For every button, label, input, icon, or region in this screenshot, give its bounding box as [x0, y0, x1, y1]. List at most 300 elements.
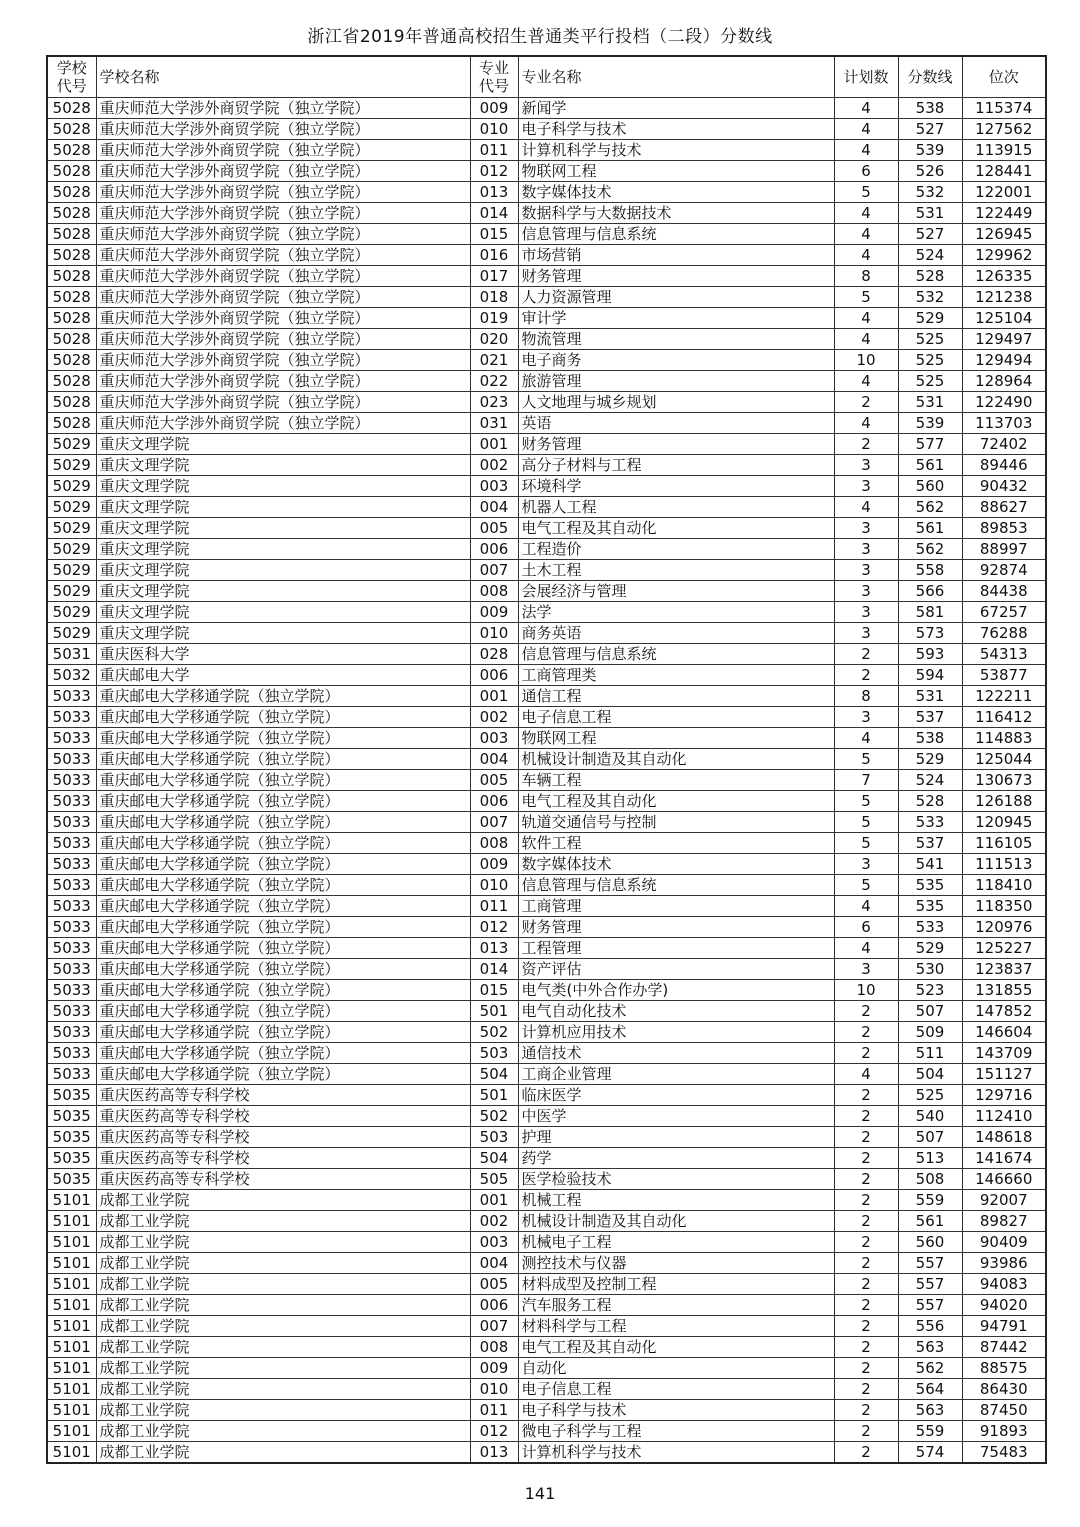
cell-plan: 4: [834, 140, 898, 161]
table-row: [47, 539, 1046, 560]
cell-school-code: 5029: [47, 476, 96, 497]
cell-major-code: 004: [470, 1253, 518, 1274]
cell-school-name: 重庆邮电大学移通学院（独立学院）: [96, 1022, 470, 1043]
cell-school-code: 5033: [47, 1064, 96, 1085]
cell-major-code: 031: [470, 413, 518, 434]
cell-major-code: 503: [470, 1043, 518, 1064]
cell-major-code: 503: [470, 1127, 518, 1148]
cell-rank: 118410: [962, 875, 1046, 896]
cell-school-name: 重庆师范大学涉外商贸学院（独立学院）: [96, 140, 470, 161]
cell-rank: 116412: [962, 707, 1046, 728]
cell-major-code: 501: [470, 1001, 518, 1022]
cell-major-code: 003: [470, 1232, 518, 1253]
cell-school-code: 5033: [47, 980, 96, 1001]
table-row: [47, 602, 1046, 623]
cell-school-name: 成都工业学院: [96, 1379, 470, 1400]
table-row: [47, 1358, 1046, 1379]
cell-score: 507: [898, 1001, 962, 1022]
cell-score: 508: [898, 1169, 962, 1190]
admission-score-table: [46, 55, 1047, 1464]
cell-major-name: 软件工程: [518, 833, 834, 854]
table-row: [47, 119, 1046, 140]
cell-score: 532: [898, 287, 962, 308]
cell-major-name: 工商企业管理: [518, 1064, 834, 1085]
cell-major-name: 中医学: [518, 1106, 834, 1127]
cell-rank: 90432: [962, 476, 1046, 497]
cell-school-code: 5028: [47, 224, 96, 245]
cell-major-name: 工程管理: [518, 938, 834, 959]
cell-plan: 3: [834, 455, 898, 476]
cell-score: 594: [898, 665, 962, 686]
cell-plan: 3: [834, 623, 898, 644]
cell-plan: 2: [834, 1085, 898, 1106]
cell-plan: 4: [834, 308, 898, 329]
cell-school-code: 5033: [47, 1043, 96, 1064]
cell-score: 574: [898, 1442, 962, 1464]
cell-major-name: 电气类(中外合作办学): [518, 980, 834, 1001]
cell-school-name: 重庆文理学院: [96, 539, 470, 560]
cell-school-code: 5033: [47, 959, 96, 980]
cell-school-name: 重庆医科大学: [96, 644, 470, 665]
cell-score: 533: [898, 812, 962, 833]
cell-rank: 126335: [962, 266, 1046, 287]
cell-rank: 118350: [962, 896, 1046, 917]
table-row: [47, 1064, 1046, 1085]
cell-school-code: 5028: [47, 119, 96, 140]
cell-school-code: 5101: [47, 1316, 96, 1337]
table-row: [47, 1379, 1046, 1400]
cell-school-name: 重庆医药高等专科学校: [96, 1169, 470, 1190]
table-row: [47, 518, 1046, 539]
table-row: [47, 707, 1046, 728]
cell-school-code: 5029: [47, 623, 96, 644]
cell-rank: 129497: [962, 329, 1046, 350]
cell-major-name: 临床医学: [518, 1085, 834, 1106]
cell-major-name: 电子科学与技术: [518, 119, 834, 140]
cell-rank: 120945: [962, 812, 1046, 833]
table-row: [47, 1421, 1046, 1442]
cell-major-code: 019: [470, 308, 518, 329]
cell-rank: 129962: [962, 245, 1046, 266]
cell-school-code: 5033: [47, 1001, 96, 1022]
cell-major-code: 003: [470, 476, 518, 497]
cell-score: 557: [898, 1253, 962, 1274]
table-header-row: [47, 56, 1046, 98]
cell-school-code: 5101: [47, 1421, 96, 1442]
cell-school-name: 重庆邮电大学移通学院（独立学院）: [96, 917, 470, 938]
cell-plan: 4: [834, 938, 898, 959]
cell-major-name: 计算机科学与技术: [518, 1442, 834, 1464]
cell-school-code: 5028: [47, 161, 96, 182]
cell-major-code: 020: [470, 329, 518, 350]
cell-plan: 2: [834, 1190, 898, 1211]
header-major-code: 专业代号: [470, 56, 518, 98]
cell-plan: 2: [834, 434, 898, 455]
cell-plan: 2: [834, 1442, 898, 1464]
table-row: [47, 287, 1046, 308]
table-row: [47, 1001, 1046, 1022]
table-row: [47, 1190, 1046, 1211]
table-row: [47, 854, 1046, 875]
cell-rank: 122490: [962, 392, 1046, 413]
cell-rank: 88627: [962, 497, 1046, 518]
cell-plan: 4: [834, 497, 898, 518]
cell-major-name: 护理: [518, 1127, 834, 1148]
cell-major-code: 001: [470, 434, 518, 455]
cell-major-code: 005: [470, 518, 518, 539]
cell-rank: 67257: [962, 602, 1046, 623]
cell-plan: 2: [834, 392, 898, 413]
cell-school-code: 5033: [47, 854, 96, 875]
cell-score: 529: [898, 308, 962, 329]
table-row: [47, 833, 1046, 854]
cell-school-name: 重庆师范大学涉外商贸学院（独立学院）: [96, 266, 470, 287]
cell-school-code: 5101: [47, 1379, 96, 1400]
cell-rank: 122211: [962, 686, 1046, 707]
cell-major-name: 自动化: [518, 1358, 834, 1379]
cell-major-code: 004: [470, 749, 518, 770]
cell-school-name: 成都工业学院: [96, 1442, 470, 1464]
cell-score: 562: [898, 1358, 962, 1379]
cell-school-code: 5029: [47, 455, 96, 476]
cell-score: 557: [898, 1295, 962, 1316]
cell-school-name: 成都工业学院: [96, 1400, 470, 1421]
header-major-name: 专业名称: [518, 56, 834, 98]
table-row: [47, 1127, 1046, 1148]
cell-rank: 90409: [962, 1232, 1046, 1253]
cell-school-code: 5033: [47, 1022, 96, 1043]
cell-major-name: 微电子科学与工程: [518, 1421, 834, 1442]
cell-major-name: 数据科学与大数据技术: [518, 203, 834, 224]
cell-major-name: 轨道交通信号与控制: [518, 812, 834, 833]
cell-major-name: 机械工程: [518, 1190, 834, 1211]
cell-major-name: 会展经济与管理: [518, 581, 834, 602]
cell-major-code: 501: [470, 1085, 518, 1106]
cell-major-code: 022: [470, 371, 518, 392]
cell-rank: 131855: [962, 980, 1046, 1001]
table-row: [47, 392, 1046, 413]
cell-score: 538: [898, 98, 962, 119]
cell-score: 524: [898, 245, 962, 266]
cell-school-name: 重庆师范大学涉外商贸学院（独立学院）: [96, 182, 470, 203]
cell-major-name: 医学检验技术: [518, 1169, 834, 1190]
cell-rank: 113915: [962, 140, 1046, 161]
cell-major-name: 物联网工程: [518, 728, 834, 749]
table-row: [47, 203, 1046, 224]
cell-major-name: 商务英语: [518, 623, 834, 644]
cell-rank: 129716: [962, 1085, 1046, 1106]
cell-school-code: 5033: [47, 875, 96, 896]
cell-major-code: 504: [470, 1064, 518, 1085]
cell-plan: 5: [834, 875, 898, 896]
cell-rank: 147852: [962, 1001, 1046, 1022]
cell-rank: 94020: [962, 1295, 1046, 1316]
cell-score: 535: [898, 896, 962, 917]
cell-major-code: 504: [470, 1148, 518, 1169]
table-row: [47, 1232, 1046, 1253]
cell-school-code: 5028: [47, 371, 96, 392]
table-row: [47, 686, 1046, 707]
cell-major-code: 008: [470, 581, 518, 602]
table-row: [47, 1043, 1046, 1064]
cell-school-name: 重庆邮电大学移通学院（独立学院）: [96, 833, 470, 854]
cell-plan: 2: [834, 1148, 898, 1169]
cell-major-code: 014: [470, 959, 518, 980]
table-row: [47, 1148, 1046, 1169]
cell-major-name: 高分子材料与工程: [518, 455, 834, 476]
header-school-name: 学校名称: [96, 56, 470, 98]
cell-plan: 10: [834, 350, 898, 371]
cell-rank: 127562: [962, 119, 1046, 140]
cell-rank: 129494: [962, 350, 1046, 371]
cell-school-code: 5033: [47, 917, 96, 938]
cell-score: 563: [898, 1337, 962, 1358]
cell-major-name: 市场营销: [518, 245, 834, 266]
cell-school-code: 5101: [47, 1295, 96, 1316]
cell-school-name: 成都工业学院: [96, 1253, 470, 1274]
cell-rank: 76288: [962, 623, 1046, 644]
cell-major-name: 机械设计制造及其自动化: [518, 749, 834, 770]
cell-plan: 3: [834, 581, 898, 602]
table-row: [47, 476, 1046, 497]
table-row: [47, 1211, 1046, 1232]
cell-major-name: 物流管理: [518, 329, 834, 350]
cell-plan: 2: [834, 1253, 898, 1274]
cell-school-name: 重庆师范大学涉外商贸学院（独立学院）: [96, 98, 470, 119]
cell-score: 577: [898, 434, 962, 455]
cell-rank: 86430: [962, 1379, 1046, 1400]
header-rank: 位次: [962, 56, 1046, 98]
cell-school-name: 成都工业学院: [96, 1337, 470, 1358]
cell-score: 561: [898, 518, 962, 539]
cell-score: 526: [898, 161, 962, 182]
cell-major-name: 电气自动化技术: [518, 1001, 834, 1022]
cell-major-code: 006: [470, 791, 518, 812]
cell-score: 537: [898, 707, 962, 728]
cell-school-name: 重庆文理学院: [96, 602, 470, 623]
cell-major-code: 015: [470, 980, 518, 1001]
cell-major-name: 数字媒体技术: [518, 854, 834, 875]
cell-major-name: 汽车服务工程: [518, 1295, 834, 1316]
cell-school-code: 5035: [47, 1127, 96, 1148]
cell-major-code: 001: [470, 686, 518, 707]
cell-school-code: 5028: [47, 308, 96, 329]
table-row: [47, 497, 1046, 518]
cell-rank: 113703: [962, 413, 1046, 434]
table-body: [47, 98, 1046, 1464]
cell-school-name: 重庆邮电大学移通学院（独立学院）: [96, 896, 470, 917]
cell-major-code: 017: [470, 266, 518, 287]
cell-major-name: 法学: [518, 602, 834, 623]
cell-school-name: 成都工业学院: [96, 1421, 470, 1442]
cell-school-code: 5028: [47, 266, 96, 287]
cell-rank: 151127: [962, 1064, 1046, 1085]
cell-plan: 3: [834, 476, 898, 497]
cell-school-code: 5028: [47, 392, 96, 413]
cell-school-name: 重庆邮电大学移通学院（独立学院）: [96, 854, 470, 875]
cell-plan: 4: [834, 896, 898, 917]
cell-major-name: 计算机科学与技术: [518, 140, 834, 161]
cell-school-code: 5035: [47, 1169, 96, 1190]
cell-school-code: 5033: [47, 812, 96, 833]
header-score: 分数线: [898, 56, 962, 98]
cell-plan: 5: [834, 287, 898, 308]
cell-rank: 93986: [962, 1253, 1046, 1274]
table-row: [47, 1337, 1046, 1358]
cell-school-name: 重庆师范大学涉外商贸学院（独立学院）: [96, 392, 470, 413]
cell-school-name: 重庆邮电大学移通学院（独立学院）: [96, 980, 470, 1001]
table-row: [47, 371, 1046, 392]
cell-school-code: 5101: [47, 1442, 96, 1464]
cell-plan: 3: [834, 854, 898, 875]
cell-rank: 92007: [962, 1190, 1046, 1211]
cell-school-code: 5028: [47, 203, 96, 224]
header-school-code: 学校代号: [47, 56, 96, 98]
cell-school-name: 重庆文理学院: [96, 497, 470, 518]
cell-major-code: 002: [470, 455, 518, 476]
cell-plan: 4: [834, 98, 898, 119]
cell-plan: 3: [834, 602, 898, 623]
table-row: [47, 350, 1046, 371]
cell-school-name: 重庆邮电大学移通学院（独立学院）: [96, 791, 470, 812]
cell-major-code: 006: [470, 1295, 518, 1316]
table-row: [47, 329, 1046, 350]
cell-plan: 8: [834, 266, 898, 287]
cell-major-code: 028: [470, 644, 518, 665]
cell-major-code: 013: [470, 938, 518, 959]
cell-major-code: 005: [470, 770, 518, 791]
cell-school-name: 成都工业学院: [96, 1274, 470, 1295]
cell-school-code: 5033: [47, 686, 96, 707]
cell-school-code: 5101: [47, 1400, 96, 1421]
cell-rank: 125227: [962, 938, 1046, 959]
cell-school-code: 5035: [47, 1148, 96, 1169]
cell-plan: 2: [834, 1106, 898, 1127]
cell-major-name: 通信技术: [518, 1043, 834, 1064]
cell-school-name: 成都工业学院: [96, 1358, 470, 1379]
cell-major-name: 电子商务: [518, 350, 834, 371]
cell-school-code: 5035: [47, 1106, 96, 1127]
cell-major-name: 信息管理与信息系统: [518, 875, 834, 896]
cell-plan: 5: [834, 182, 898, 203]
cell-major-code: 007: [470, 560, 518, 581]
cell-major-name: 人力资源管理: [518, 287, 834, 308]
cell-school-name: 成都工业学院: [96, 1232, 470, 1253]
cell-major-name: 财务管理: [518, 434, 834, 455]
table-row: [47, 413, 1046, 434]
cell-plan: 5: [834, 812, 898, 833]
cell-rank: 120976: [962, 917, 1046, 938]
cell-rank: 89827: [962, 1211, 1046, 1232]
cell-major-code: 009: [470, 98, 518, 119]
cell-score: 566: [898, 581, 962, 602]
page-number: 141: [524, 1484, 556, 1503]
cell-score: 531: [898, 392, 962, 413]
cell-major-code: 008: [470, 833, 518, 854]
cell-school-name: 重庆师范大学涉外商贸学院（独立学院）: [96, 119, 470, 140]
table-row: [47, 938, 1046, 959]
table-row: [47, 560, 1046, 581]
cell-school-code: 5033: [47, 938, 96, 959]
cell-major-code: 012: [470, 917, 518, 938]
cell-plan: 5: [834, 833, 898, 854]
cell-major-name: 财务管理: [518, 266, 834, 287]
cell-plan: 4: [834, 1064, 898, 1085]
cell-rank: 94791: [962, 1316, 1046, 1337]
table-row: [47, 1022, 1046, 1043]
cell-school-code: 5033: [47, 728, 96, 749]
cell-score: 562: [898, 497, 962, 518]
cell-school-code: 5028: [47, 140, 96, 161]
cell-rank: 126945: [962, 224, 1046, 245]
table-row: [47, 644, 1046, 665]
cell-major-name: 数字媒体技术: [518, 182, 834, 203]
cell-score: 531: [898, 686, 962, 707]
table-row: [47, 1169, 1046, 1190]
cell-school-code: 5101: [47, 1337, 96, 1358]
cell-school-name: 重庆师范大学涉外商贸学院（独立学院）: [96, 245, 470, 266]
cell-rank: 126188: [962, 791, 1046, 812]
cell-rank: 141674: [962, 1148, 1046, 1169]
cell-score: 562: [898, 539, 962, 560]
cell-score: 527: [898, 119, 962, 140]
table-row: [47, 749, 1046, 770]
cell-school-name: 重庆邮电大学移通学院（独立学院）: [96, 770, 470, 791]
cell-major-code: 005: [470, 1274, 518, 1295]
cell-plan: 10: [834, 980, 898, 1001]
cell-major-code: 009: [470, 854, 518, 875]
cell-plan: 4: [834, 245, 898, 266]
cell-score: 563: [898, 1400, 962, 1421]
cell-rank: 87450: [962, 1400, 1046, 1421]
cell-school-code: 5029: [47, 539, 96, 560]
cell-major-code: 012: [470, 161, 518, 182]
cell-plan: 2: [834, 1127, 898, 1148]
cell-school-name: 重庆邮电大学移通学院（独立学院）: [96, 812, 470, 833]
cell-major-code: 004: [470, 497, 518, 518]
cell-major-name: 电气工程及其自动化: [518, 518, 834, 539]
cell-plan: 4: [834, 728, 898, 749]
cell-rank: 111513: [962, 854, 1046, 875]
cell-major-code: 021: [470, 350, 518, 371]
cell-score: 528: [898, 791, 962, 812]
table-row: [47, 896, 1046, 917]
table-row: [47, 455, 1046, 476]
table-row: [47, 980, 1046, 1001]
cell-rank: 125104: [962, 308, 1046, 329]
cell-major-name: 资产评估: [518, 959, 834, 980]
cell-school-name: 重庆师范大学涉外商贸学院（独立学院）: [96, 224, 470, 245]
cell-rank: 123837: [962, 959, 1046, 980]
cell-score: 529: [898, 938, 962, 959]
cell-major-name: 车辆工程: [518, 770, 834, 791]
cell-major-name: 环境科学: [518, 476, 834, 497]
cell-major-name: 电气工程及其自动化: [518, 1337, 834, 1358]
cell-plan: 2: [834, 1316, 898, 1337]
cell-major-code: 001: [470, 1190, 518, 1211]
table-row: [47, 245, 1046, 266]
table-row: [47, 1274, 1046, 1295]
cell-school-name: 重庆师范大学涉外商贸学院（独立学院）: [96, 161, 470, 182]
cell-score: 539: [898, 413, 962, 434]
cell-score: 509: [898, 1022, 962, 1043]
table-row: [47, 791, 1046, 812]
cell-plan: 5: [834, 749, 898, 770]
cell-school-name: 重庆文理学院: [96, 623, 470, 644]
cell-score: 511: [898, 1043, 962, 1064]
cell-rank: 146604: [962, 1022, 1046, 1043]
cell-major-code: 018: [470, 287, 518, 308]
